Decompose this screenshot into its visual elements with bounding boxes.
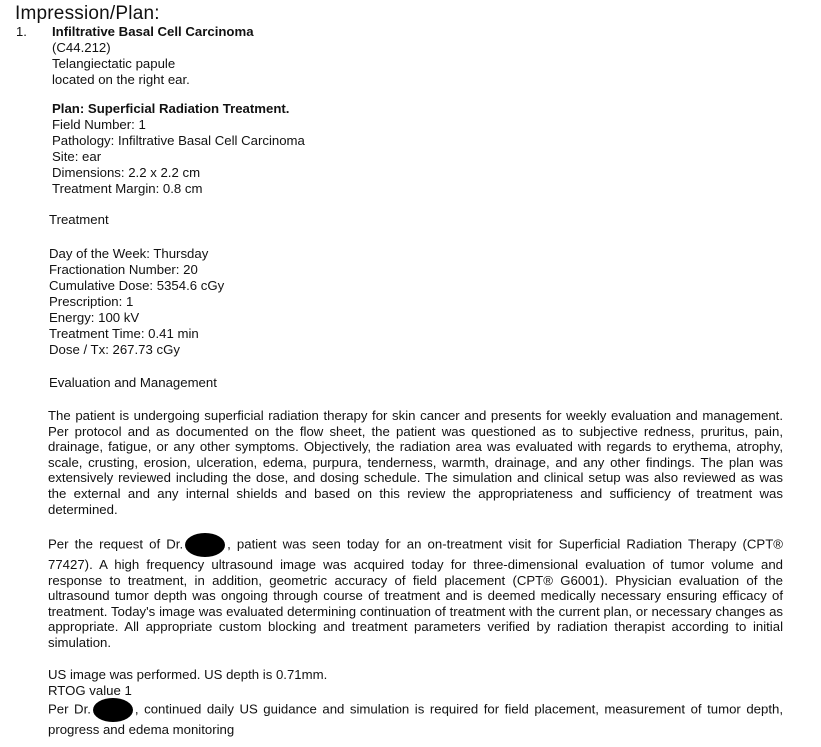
diagnosis-code: (C44.212) — [52, 40, 111, 55]
dimensions: Dimensions: 2.2 x 2.2 cm — [52, 165, 201, 180]
pathology: Pathology: Infiltrative Basal Cell Carcinoma — [52, 133, 305, 148]
diagnosis-block — [52, 24, 254, 88]
treatment-block — [49, 246, 224, 358]
energy: Energy: 100 kV — [49, 310, 140, 325]
section-heading: Impression/Plan: — [15, 3, 160, 24]
treatment-label: Treatment — [49, 212, 109, 227]
diagnosis-title: Infiltrative Basal Cell Carcinoma — [52, 24, 254, 39]
us-block — [48, 667, 783, 738]
item-number: 1. — [16, 24, 27, 39]
plan-title: Plan: Superficial Radiation Treatment. — [52, 101, 290, 116]
per-body: , continued daily US guidance and simulation is required for field placement, measurement of tumor depth, progress and edema monitoring — [48, 701, 783, 738]
field-number: Field Number: 1 — [52, 117, 146, 132]
redaction-mark — [185, 533, 225, 557]
lesion-description: Telangiectatic papule — [52, 56, 176, 71]
dose-per-tx: Dose / Tx: 267.73 cGy — [49, 342, 180, 357]
request-body: , patient was seen today for an on-treatment visit for Superficial Radiation Therapy (CPT® 77427). A high frequency ultrasound image was acquired today for three-dimensional evaluation of tumor volume and response to treatment, in addition, geometric accuracy of field placement (CPT® G6001). Physician evaluation of the ultrasound tumor depth was ongoing through course of treatment and is deemed medically necessary ensuring efficacy of treatment. Today's image was evaluated determining continuation of treatment with the current plan, or necessary changes as appropriate. All appropriate custom blocking and treatment parameters verified by radiation therapist according to initial simulation. — [48, 536, 783, 650]
day-of-week: Day of the Week: Thursday — [49, 246, 209, 261]
rtog-value: RTOG value 1 — [48, 682, 132, 698]
treatment-margin: Treatment Margin: 0.8 cm — [52, 181, 203, 196]
per-prefix: Per Dr. — [48, 701, 91, 717]
fractionation-number: Fractionation Number: 20 — [49, 262, 198, 277]
treatment-time: Treatment Time: 0.41 min — [49, 326, 199, 341]
site: Site: ear — [52, 149, 102, 164]
lesion-location: located on the right ear. — [52, 72, 190, 87]
request-paragraph — [48, 533, 783, 651]
evaluation-label: Evaluation and Management — [49, 375, 217, 390]
plan-block — [52, 101, 305, 197]
cumulative-dose: Cumulative Dose: 5354.6 cGy — [49, 278, 225, 293]
evaluation-paragraph: The patient is undergoing superficial radiation therapy for skin cancer and presents for weekly evaluation and management. Per protocol and as documented on the flow sheet, the patient was questioned as to subjective redness, pruritus, pain, drainage, fatigue, or any other symptoms. Objectively, the radiation area was evaluated with regards to erythema, atrophy, scale, crusting, erosion, ulceration, edema, purpura, tenderness, warmth, drainage, and any other findings. The plan was extensively reviewed including the dose, and dosing schedule. The simulation and clinical setup was also reviewed as was the external and any internal shields and based on this review the appropriateness and sufficiency of treatment was determined. — [48, 408, 783, 517]
redaction-mark — [93, 698, 133, 722]
us-result: US image was performed. US depth is 0.71mm. — [48, 667, 328, 682]
request-prefix: Per the request of Dr. — [48, 536, 184, 552]
prescription: Prescription: 1 — [49, 294, 134, 309]
